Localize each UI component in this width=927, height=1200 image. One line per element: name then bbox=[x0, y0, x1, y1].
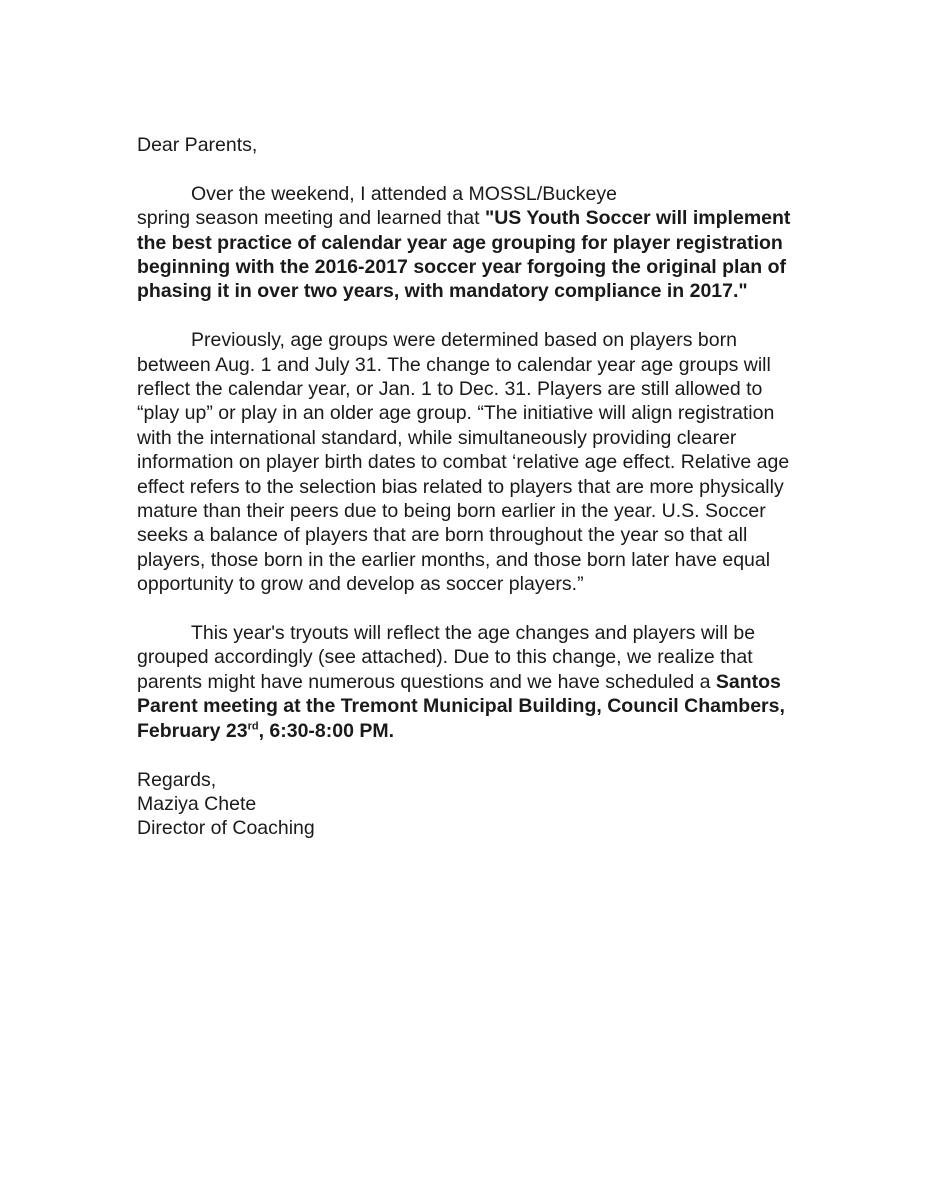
signer-name: Maziya Chete bbox=[137, 792, 257, 815]
paragraph-tryouts bbox=[137, 621, 797, 743]
signature-block bbox=[137, 768, 797, 841]
paragraph1-line1: Over the weekend, I attended a MOSSL/Buckeye bbox=[191, 182, 617, 205]
meeting-details-main: Santos Parent meeting at the Tremont Municipal Building, Council Chambers, February 23 bbox=[137, 670, 785, 742]
ordinal-suffix: rd bbox=[247, 720, 259, 733]
paragraph1-bold-quote: "US Youth Soccer will implement the best practice of calendar year age grouping for player registration beginning with the 2016-2017 soccer year forgoing the original plan of phasing it in over two years, with mandatory compliance in 2017." bbox=[137, 207, 791, 303]
letter-body bbox=[137, 133, 797, 841]
closing-regards: Regards, bbox=[137, 768, 217, 791]
salutation: Dear Parents, bbox=[137, 134, 258, 156]
paragraph1-plain: spring season meeting and learned that bbox=[137, 207, 485, 230]
paragraph-meeting-announcement bbox=[137, 182, 797, 304]
meeting-time: , 6:30-8:00 PM. bbox=[258, 719, 395, 742]
signer-title: Director of Coaching bbox=[137, 817, 315, 840]
paragraph3-plain: This year's tryouts will reflect the age changes and players will be grouped accordingly (see attached). Due to this change, we realize that parents might have numerous questions and we have scheduled a bbox=[137, 622, 756, 693]
paragraph-age-groups: Previously, age groups were determined based on players born between Aug. 1 and July 31. The change to calendar year age groups will reflect the calendar year, or Jan. 1 to Dec. 31. Players are still allowed to “play up” or play in an older age group. “The initiative will align registration with the international standard, while simultaneously providing clearer information on player birth dates to combat ‘relative age effect. Relative age effect refers to the selection bias related to players that are more physically mature than their peers due to being born earlier in the year. U.S. Soccer seeks a balance of players that are born throughout the year so that all players, those born in the earlier months, and those born later have equal opportunity to grow and develop as soccer players.” bbox=[137, 329, 790, 596]
